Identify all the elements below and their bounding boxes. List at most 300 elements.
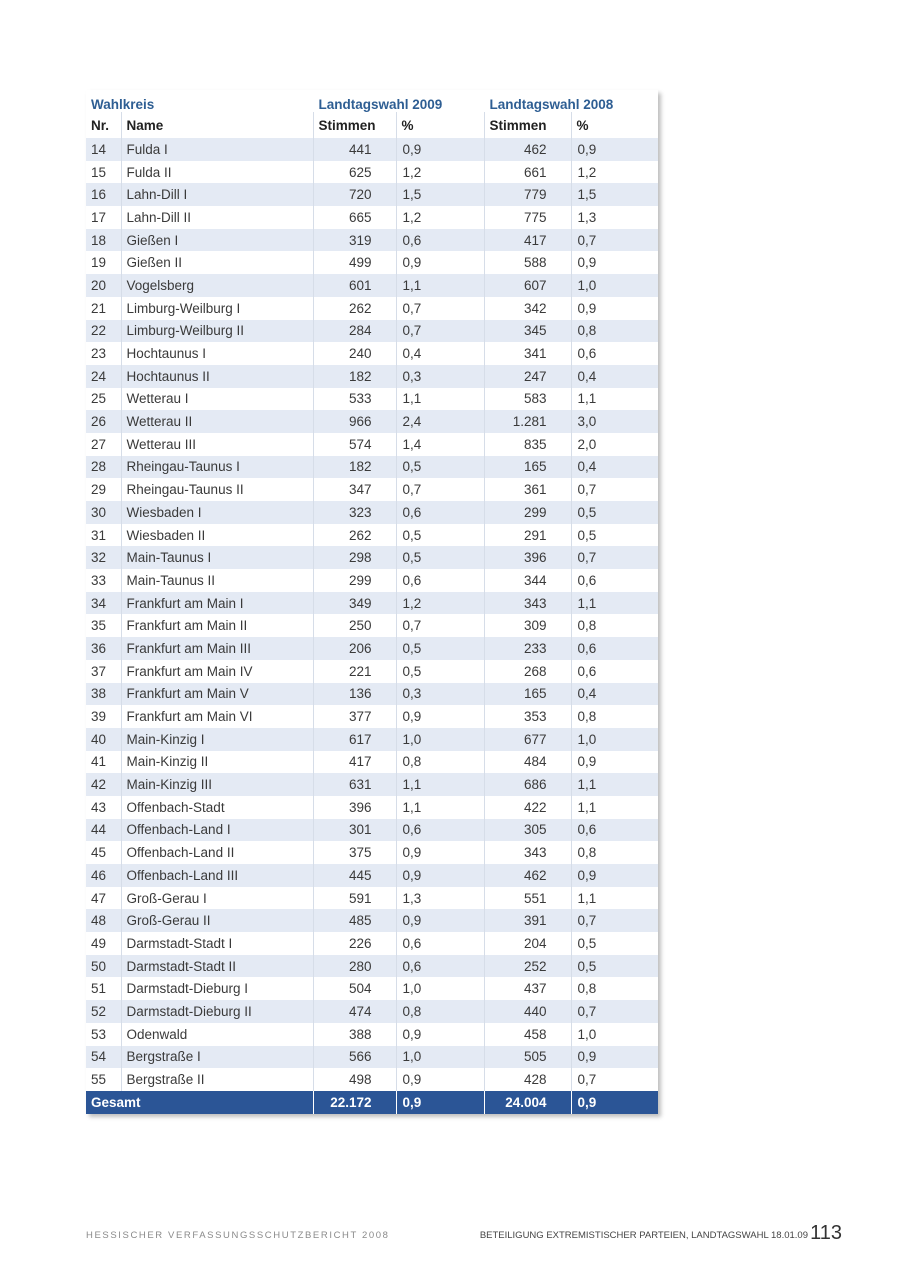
cell-percent-2008: 0,6 [571, 819, 658, 842]
cell-stimmen-2009: 396 [313, 796, 396, 819]
cell-percent-2008: 0,4 [571, 683, 658, 706]
table-row [86, 728, 658, 751]
cell-stimmen-2008: 428 [484, 1068, 571, 1091]
cell-nr: 15 [91, 164, 107, 180]
cell-percent-2008: 1,2 [571, 161, 658, 184]
cell-stimmen-2009: 417 [313, 751, 396, 774]
header-nr: Nr. [91, 117, 110, 133]
cell-stimmen-2009: 136 [313, 683, 396, 706]
cell-stimmen-2009: 574 [313, 433, 396, 456]
cell-stimmen-2009: 566 [313, 1046, 396, 1069]
cell-name: Wetterau II [121, 410, 313, 433]
table-row [86, 365, 658, 388]
header-stimmen-2009: Stimmen [313, 112, 396, 138]
election-results-table [86, 90, 658, 1114]
cell-name: Wetterau I [121, 388, 313, 411]
cell-percent-2009: 1,0 [396, 977, 484, 1000]
cell-percent-2009: 0,7 [396, 614, 484, 637]
cell-stimmen-2009: 284 [313, 320, 396, 343]
cell-nr: 47 [91, 890, 107, 906]
cell-nr: 43 [91, 799, 107, 815]
cell-percent-2009: 1,2 [396, 161, 484, 184]
cell-stimmen-2009: 323 [313, 501, 396, 524]
cell-nr: 29 [91, 482, 107, 498]
cell-percent-2009: 0,7 [396, 297, 484, 320]
table-row [86, 1000, 658, 1023]
cell-percent-2009: 0,4 [396, 342, 484, 365]
cell-percent-2008: 0,5 [571, 524, 658, 547]
table-row [86, 569, 658, 592]
cell-percent-2009: 1,0 [396, 728, 484, 751]
cell-name: Darmstadt-Dieburg I [121, 977, 313, 1000]
table-row [86, 1046, 658, 1069]
cell-name: Frankfurt am Main I [121, 592, 313, 615]
cell-name: Fulda I [121, 138, 313, 161]
cell-name: Offenbach-Land I [121, 819, 313, 842]
cell-stimmen-2008: 417 [484, 229, 571, 252]
cell-name: Darmstadt-Stadt II [121, 955, 313, 978]
cell-name: Offenbach-Land II [121, 841, 313, 864]
cell-stimmen-2009: 499 [313, 251, 396, 274]
cell-nr: 24 [86, 365, 121, 388]
table-row [86, 297, 658, 320]
cell-stimmen-2008: 343 [484, 841, 571, 864]
cell-nr: 50 [86, 955, 121, 978]
cell-stimmen-2008: 505 [484, 1046, 571, 1069]
cell-percent-2008: 1,1 [571, 388, 658, 411]
cell-stimmen-2009: 298 [313, 546, 396, 569]
cell-name: Gießen I [121, 229, 313, 252]
cell-percent-2008: 0,7 [571, 909, 658, 932]
cell-stimmen-2009: 665 [313, 206, 396, 229]
cell-percent-2009: 1,0 [396, 1046, 484, 1069]
cell-nr: 23 [91, 346, 107, 362]
cell-stimmen-2009: 601 [313, 274, 396, 297]
cell-percent-2009: 1,3 [396, 887, 484, 910]
cell-percent-2009: 1,1 [396, 796, 484, 819]
header-landtagswahl-2009: Landtagswahl 2009 [313, 90, 484, 112]
cell-stimmen-2009: 299 [313, 569, 396, 592]
cell-stimmen-2009: 966 [313, 410, 396, 433]
cell-percent-2008: 0,6 [571, 342, 658, 365]
cell-nr: 33 [91, 572, 107, 588]
cell-percent-2008: 0,8 [571, 614, 658, 637]
cell-percent-2009: 0,8 [396, 1000, 484, 1023]
cell-stimmen-2008: 588 [484, 251, 571, 274]
cell-percent-2008: 3,0 [571, 410, 658, 433]
table-row [86, 274, 658, 297]
cell-stimmen-2009: 498 [313, 1068, 396, 1091]
header-landtagswahl-2008: Landtagswahl 2008 [484, 90, 658, 112]
cell-nr: 49 [91, 935, 107, 951]
table-row [86, 524, 658, 547]
cell-percent-2008: 0,9 [571, 1046, 658, 1069]
cell-name: Main-Kinzig II [121, 751, 313, 774]
cell-stimmen-2008: 396 [484, 546, 571, 569]
table-row [86, 433, 658, 456]
cell-percent-2008: 1,0 [571, 728, 658, 751]
cell-percent-2009: 0,9 [396, 705, 484, 728]
table-row [86, 932, 658, 955]
total-stimmen-2008: 24.004 [484, 1091, 571, 1114]
cell-stimmen-2009: 250 [313, 614, 396, 637]
table-row [86, 251, 658, 274]
cell-stimmen-2008: 233 [484, 637, 571, 660]
cell-percent-2008: 2,0 [571, 433, 658, 456]
cell-percent-2008: 1,0 [571, 274, 658, 297]
cell-percent-2009: 1,4 [396, 433, 484, 456]
cell-stimmen-2009: 617 [313, 728, 396, 751]
cell-percent-2009: 1,1 [396, 274, 484, 297]
cell-nr: 28 [86, 456, 121, 479]
cell-stimmen-2008: 252 [484, 955, 571, 978]
cell-percent-2009: 0,8 [396, 751, 484, 774]
cell-percent-2008: 0,7 [571, 478, 658, 501]
total-percent-2009: 0,9 [396, 1091, 484, 1114]
cell-nr: 34 [86, 592, 121, 615]
cell-nr: 25 [91, 391, 107, 407]
table-row [86, 320, 658, 343]
cell-nr: 26 [86, 410, 121, 433]
cell-nr: 48 [86, 909, 121, 932]
cell-percent-2009: 1,2 [396, 592, 484, 615]
cell-nr: 46 [86, 864, 121, 887]
column-header-row [86, 112, 658, 138]
cell-name: Hochtaunus II [121, 365, 313, 388]
cell-nr: 20 [86, 274, 121, 297]
cell-stimmen-2008: 361 [484, 478, 571, 501]
table-row [86, 342, 658, 365]
header-name: Name [121, 112, 313, 138]
cell-name: Rheingau-Taunus I [121, 456, 313, 479]
cell-stimmen-2008: 165 [484, 456, 571, 479]
cell-percent-2008: 0,7 [571, 229, 658, 252]
cell-stimmen-2009: 631 [313, 773, 396, 796]
cell-name: Frankfurt am Main II [121, 614, 313, 637]
total-stimmen-2009: 22.172 [313, 1091, 396, 1114]
cell-stimmen-2008: 440 [484, 1000, 571, 1023]
cell-stimmen-2009: 377 [313, 705, 396, 728]
table-row [86, 977, 658, 1000]
cell-nr: 55 [91, 1072, 107, 1088]
cell-name: Frankfurt am Main V [121, 683, 313, 706]
cell-nr: 22 [86, 320, 121, 343]
cell-percent-2009: 0,9 [396, 1023, 484, 1046]
cell-percent-2008: 0,4 [571, 365, 658, 388]
cell-stimmen-2008: 291 [484, 524, 571, 547]
cell-stimmen-2009: 485 [313, 909, 396, 932]
table-row [86, 478, 658, 501]
cell-percent-2008: 0,6 [571, 660, 658, 683]
cell-name: Frankfurt am Main III [121, 637, 313, 660]
table-row [86, 161, 658, 184]
cell-name: Groß-Gerau I [121, 887, 313, 910]
cell-stimmen-2008: 204 [484, 932, 571, 955]
cell-percent-2008: 0,7 [571, 546, 658, 569]
cell-percent-2008: 0,6 [571, 637, 658, 660]
cell-percent-2009: 0,9 [396, 1068, 484, 1091]
cell-stimmen-2009: 349 [313, 592, 396, 615]
cell-percent-2008: 0,8 [571, 977, 658, 1000]
cell-stimmen-2009: 262 [313, 524, 396, 547]
cell-percent-2009: 1,1 [396, 388, 484, 411]
cell-nr: 51 [91, 981, 107, 997]
cell-nr: 44 [86, 819, 121, 842]
table-row [86, 955, 658, 978]
cell-percent-2009: 0,3 [396, 683, 484, 706]
cell-stimmen-2009: 625 [313, 161, 396, 184]
cell-percent-2009: 0,9 [396, 138, 484, 161]
cell-stimmen-2008: 677 [484, 728, 571, 751]
cell-percent-2009: 0,6 [396, 501, 484, 524]
cell-nr: 21 [91, 300, 107, 316]
cell-stimmen-2008: 305 [484, 819, 571, 842]
table-row [86, 819, 658, 842]
cell-percent-2009: 0,7 [396, 478, 484, 501]
cell-percent-2009: 0,9 [396, 909, 484, 932]
cell-nr: 41 [91, 754, 107, 770]
cell-stimmen-2009: 720 [313, 183, 396, 206]
cell-stimmen-2009: 240 [313, 342, 396, 365]
table-row [86, 592, 658, 615]
cell-percent-2008: 0,9 [571, 138, 658, 161]
cell-stimmen-2009: 441 [313, 138, 396, 161]
cell-stimmen-2008: 309 [484, 614, 571, 637]
table-row [86, 183, 658, 206]
footer-report-title: HESSISCHER VERFASSUNGSSCHUTZBERICHT 2008 [86, 1230, 390, 1241]
cell-nr: 17 [91, 209, 107, 225]
cell-name: Offenbach-Land III [121, 864, 313, 887]
header-percent-2008: % [571, 112, 658, 138]
cell-nr: 18 [86, 229, 121, 252]
cell-nr: 16 [86, 183, 121, 206]
cell-percent-2008: 0,4 [571, 456, 658, 479]
table-row [86, 456, 658, 479]
table-body [86, 138, 658, 1091]
table-row [86, 864, 658, 887]
cell-percent-2008: 0,5 [571, 955, 658, 978]
cell-percent-2009: 1,1 [396, 773, 484, 796]
cell-stimmen-2008: 422 [484, 796, 571, 819]
table-row [86, 705, 658, 728]
cell-percent-2009: 0,6 [396, 569, 484, 592]
cell-stimmen-2009: 347 [313, 478, 396, 501]
cell-nr: 14 [86, 138, 121, 161]
cell-stimmen-2008: 779 [484, 183, 571, 206]
table-row [86, 1068, 658, 1091]
cell-stimmen-2008: 462 [484, 864, 571, 887]
cell-nr: 37 [91, 663, 107, 679]
cell-name: Groß-Gerau II [121, 909, 313, 932]
cell-stimmen-2008: 353 [484, 705, 571, 728]
cell-percent-2009: 0,5 [396, 660, 484, 683]
cell-nr: 35 [91, 618, 107, 634]
cell-name: Gießen II [121, 251, 313, 274]
cell-percent-2008: 1,3 [571, 206, 658, 229]
table-row [86, 887, 658, 910]
table-row [86, 388, 658, 411]
table-row [86, 751, 658, 774]
cell-name: Fulda II [121, 161, 313, 184]
cell-stimmen-2008: 345 [484, 320, 571, 343]
cell-name: Main-Kinzig III [121, 773, 313, 796]
table-row [86, 229, 658, 252]
cell-percent-2008: 0,9 [571, 751, 658, 774]
cell-stimmen-2008: 1.281 [484, 410, 571, 433]
cell-percent-2008: 0,5 [571, 932, 658, 955]
cell-name: Vogelsberg [121, 274, 313, 297]
cell-percent-2008: 0,9 [571, 864, 658, 887]
table-row [86, 660, 658, 683]
cell-stimmen-2009: 319 [313, 229, 396, 252]
table-row [86, 138, 658, 161]
cell-stimmen-2009: 533 [313, 388, 396, 411]
cell-percent-2009: 0,9 [396, 841, 484, 864]
cell-nr: 32 [86, 546, 121, 569]
cell-name: Offenbach-Stadt [121, 796, 313, 819]
cell-name: Wetterau III [121, 433, 313, 456]
cell-nr: 27 [91, 436, 107, 452]
table-row [86, 637, 658, 660]
cell-stimmen-2008: 775 [484, 206, 571, 229]
cell-name: Limburg-Weilburg II [121, 320, 313, 343]
cell-name: Bergstraße I [121, 1046, 313, 1069]
cell-name: Wiesbaden II [121, 524, 313, 547]
cell-nr: 42 [86, 773, 121, 796]
cell-percent-2009: 0,6 [396, 819, 484, 842]
cell-percent-2008: 0,9 [571, 297, 658, 320]
header-wahlkreis: Wahlkreis [91, 97, 155, 112]
total-label: Gesamt [86, 1091, 313, 1114]
cell-nr: 40 [86, 728, 121, 751]
cell-percent-2009: 0,5 [396, 546, 484, 569]
cell-percent-2009: 2,4 [396, 410, 484, 433]
cell-stimmen-2008: 344 [484, 569, 571, 592]
cell-stimmen-2008: 583 [484, 388, 571, 411]
group-header-row [86, 90, 658, 112]
total-percent-2008: 0,9 [571, 1091, 658, 1114]
cell-percent-2008: 1,0 [571, 1023, 658, 1046]
cell-stimmen-2009: 301 [313, 819, 396, 842]
table-row [86, 841, 658, 864]
cell-nr: 52 [86, 1000, 121, 1023]
table-row [86, 501, 658, 524]
cell-name: Main-Taunus I [121, 546, 313, 569]
header-stimmen-2008: Stimmen [484, 112, 571, 138]
cell-stimmen-2008: 299 [484, 501, 571, 524]
table-row [86, 206, 658, 229]
cell-name: Lahn-Dill II [121, 206, 313, 229]
page-footer [86, 1222, 842, 1246]
cell-stimmen-2009: 206 [313, 637, 396, 660]
cell-percent-2008: 1,5 [571, 183, 658, 206]
cell-percent-2009: 0,5 [396, 524, 484, 547]
cell-name: Darmstadt-Stadt I [121, 932, 313, 955]
cell-name: Rheingau-Taunus II [121, 478, 313, 501]
cell-name: Lahn-Dill I [121, 183, 313, 206]
cell-stimmen-2009: 262 [313, 297, 396, 320]
cell-name: Hochtaunus I [121, 342, 313, 365]
footer-section-title: BETEILIGUNG EXTREMISTISCHER PARTEIEN, LANDTAGSWAHL 18.01.09 [479, 1230, 808, 1241]
cell-name: Main-Taunus II [121, 569, 313, 592]
cell-stimmen-2008: 391 [484, 909, 571, 932]
table-row [86, 683, 658, 706]
table-row [86, 546, 658, 569]
cell-stimmen-2009: 591 [313, 887, 396, 910]
cell-percent-2008: 0,6 [571, 569, 658, 592]
cell-name: Bergstraße II [121, 1068, 313, 1091]
cell-percent-2009: 1,5 [396, 183, 484, 206]
cell-percent-2009: 1,2 [396, 206, 484, 229]
cell-percent-2009: 0,6 [396, 229, 484, 252]
cell-stimmen-2008: 437 [484, 977, 571, 1000]
table-row [86, 773, 658, 796]
cell-stimmen-2009: 280 [313, 955, 396, 978]
cell-stimmen-2009: 182 [313, 456, 396, 479]
cell-stimmen-2008: 342 [484, 297, 571, 320]
cell-stimmen-2008: 458 [484, 1023, 571, 1046]
cell-percent-2009: 0,9 [396, 864, 484, 887]
cell-nr: 36 [86, 637, 121, 660]
cell-stimmen-2008: 247 [484, 365, 571, 388]
cell-stimmen-2008: 343 [484, 592, 571, 615]
cell-stimmen-2008: 268 [484, 660, 571, 683]
cell-stimmen-2008: 551 [484, 887, 571, 910]
cell-percent-2009: 0,7 [396, 320, 484, 343]
cell-stimmen-2009: 504 [313, 977, 396, 1000]
cell-nr: 54 [86, 1046, 121, 1069]
cell-nr: 19 [91, 255, 107, 271]
cell-percent-2008: 0,8 [571, 705, 658, 728]
table-row [86, 410, 658, 433]
cell-percent-2008: 1,1 [571, 592, 658, 615]
cell-stimmen-2009: 388 [313, 1023, 396, 1046]
cell-nr: 30 [86, 501, 121, 524]
cell-percent-2009: 0,5 [396, 637, 484, 660]
cell-name: Frankfurt am Main VI [121, 705, 313, 728]
cell-stimmen-2008: 341 [484, 342, 571, 365]
cell-stimmen-2009: 474 [313, 1000, 396, 1023]
cell-nr: 38 [86, 683, 121, 706]
table-row [86, 909, 658, 932]
table-row [86, 614, 658, 637]
cell-name: Odenwald [121, 1023, 313, 1046]
cell-stimmen-2009: 182 [313, 365, 396, 388]
cell-percent-2008: 0,8 [571, 320, 658, 343]
cell-percent-2008: 0,8 [571, 841, 658, 864]
cell-percent-2008: 1,1 [571, 773, 658, 796]
cell-stimmen-2009: 221 [313, 660, 396, 683]
cell-name: Frankfurt am Main IV [121, 660, 313, 683]
cell-percent-2008: 0,9 [571, 251, 658, 274]
cell-stimmen-2008: 686 [484, 773, 571, 796]
cell-name: Main-Kinzig I [121, 728, 313, 751]
cell-nr: 53 [91, 1026, 107, 1042]
cell-name: Limburg-Weilburg I [121, 297, 313, 320]
cell-stimmen-2009: 445 [313, 864, 396, 887]
cell-stimmen-2008: 165 [484, 683, 571, 706]
cell-nr: 39 [91, 709, 107, 725]
cell-nr: 45 [91, 845, 107, 861]
cell-stimmen-2009: 226 [313, 932, 396, 955]
cell-percent-2009: 0,9 [396, 251, 484, 274]
cell-stimmen-2008: 607 [484, 274, 571, 297]
cell-stimmen-2008: 484 [484, 751, 571, 774]
cell-percent-2009: 0,6 [396, 932, 484, 955]
cell-nr: 31 [91, 527, 107, 543]
cell-stimmen-2008: 661 [484, 161, 571, 184]
cell-name: Darmstadt-Dieburg II [121, 1000, 313, 1023]
